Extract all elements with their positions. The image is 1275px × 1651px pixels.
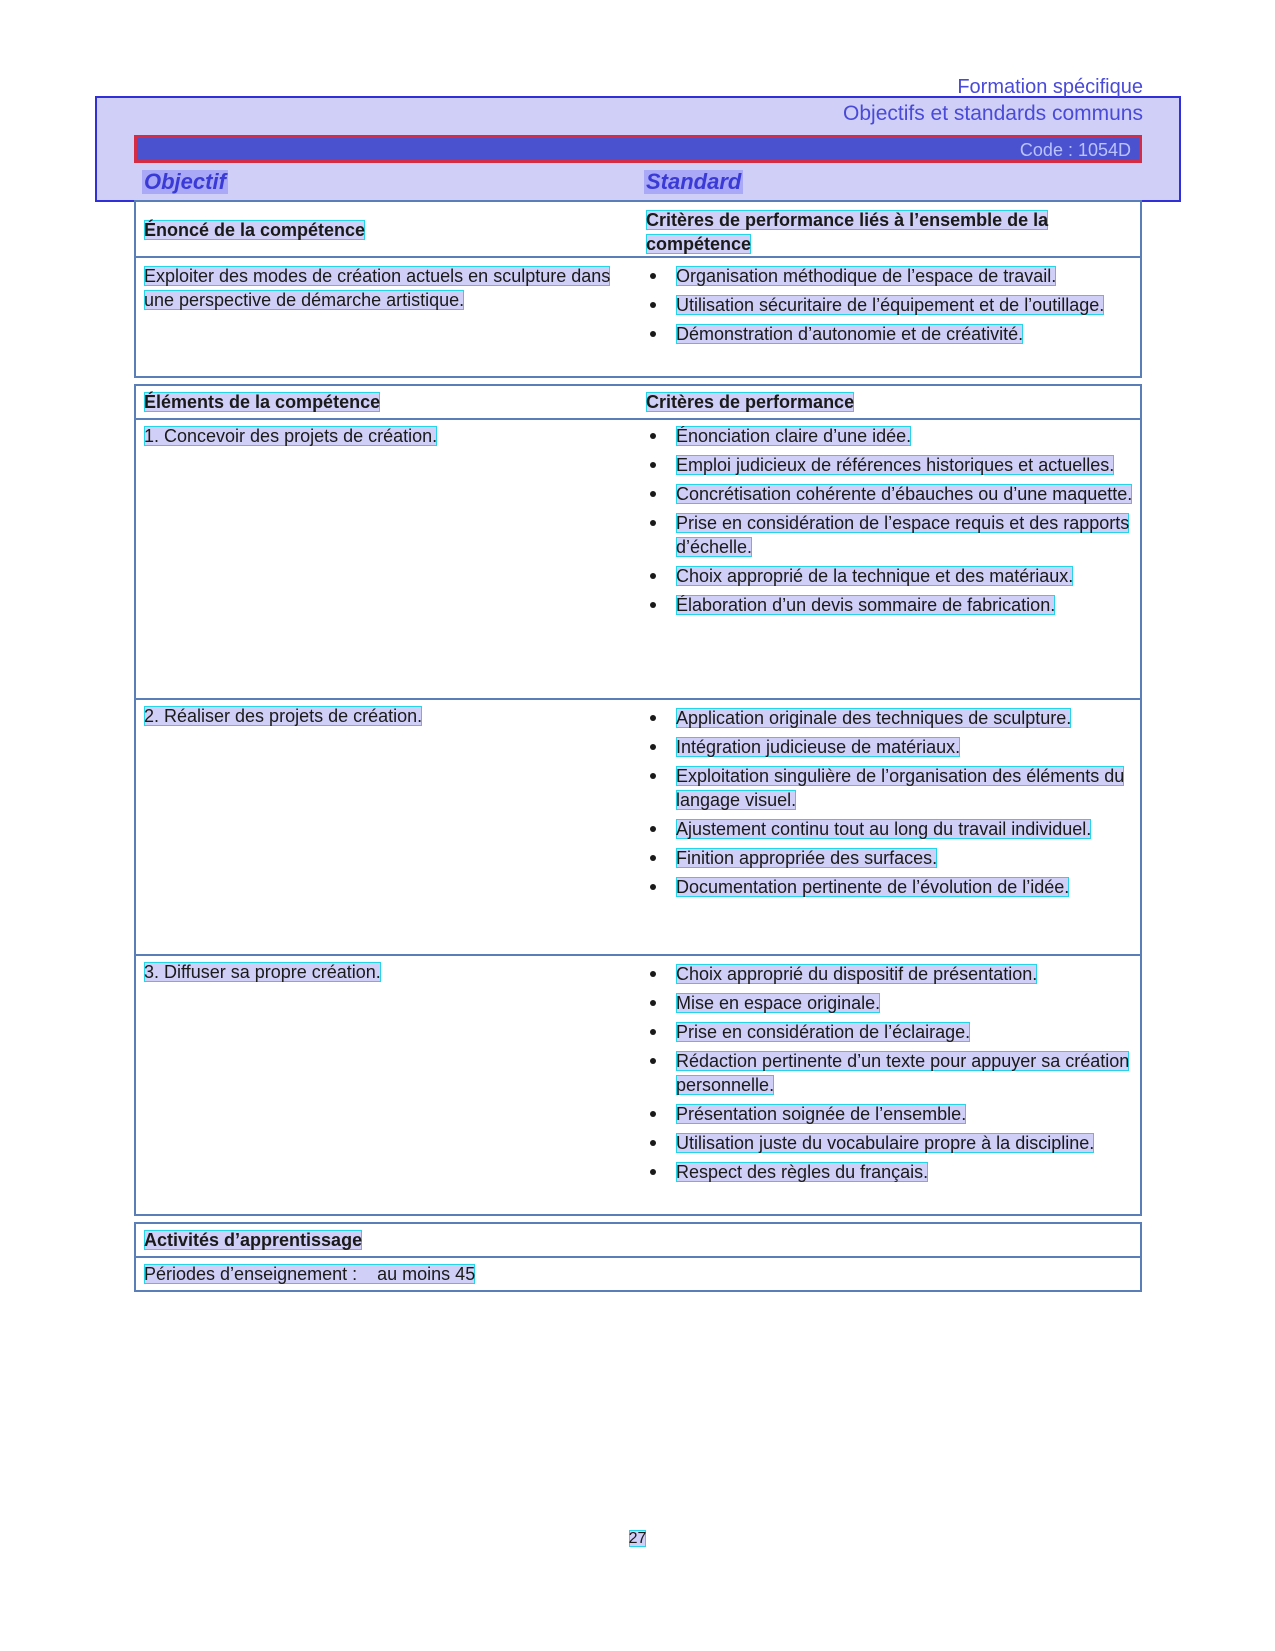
list-item: Choix approprié de la technique et des matériaux. <box>646 564 1134 588</box>
header-program: Formation spécifique <box>957 76 1143 98</box>
list-item: Utilisation juste du vocabulaire propre à la discipline. <box>646 1131 1134 1155</box>
list-item: Respect des règles du français. <box>646 1160 1134 1184</box>
objectif-heading: Objectif <box>144 169 226 194</box>
competence-table <box>134 200 1142 378</box>
list-item: Emploi judicieux de références historiques et actuelles. <box>646 453 1134 477</box>
list-item: Exploitation singulière de l’organisation des éléments du langage visuel. <box>646 764 1134 812</box>
element-row-3 <box>136 954 1140 1214</box>
list-item: Mise en espace originale. <box>646 991 1134 1015</box>
activities-table <box>134 1222 1142 1292</box>
list-item: Organisation méthodique de l’espace de travail. <box>646 264 1134 288</box>
list-item: Intégration judicieuse de matériaux. <box>646 735 1134 759</box>
list-item: Présentation soignée de l’ensemble. <box>646 1102 1134 1126</box>
list-item: Documentation pertinente de l’évolution de l’idée. <box>646 875 1134 899</box>
code-bar <box>134 135 1142 163</box>
elements-table <box>134 384 1142 1216</box>
elements-header-row <box>136 386 1140 418</box>
competence-criteria-list <box>646 264 1134 346</box>
activities-heading: Activités d’apprentissage <box>144 1230 363 1250</box>
list-item: Énonciation claire d’une idée. <box>646 424 1134 448</box>
elements-left-heading: Éléments de la compétence <box>144 392 381 412</box>
element-label: 1. Concevoir des projets de création. <box>144 426 438 446</box>
element-criteria-list <box>646 962 1134 1184</box>
list-item: Démonstration d’autonomie et de créativité. <box>646 322 1134 346</box>
element-criteria-list <box>646 424 1134 617</box>
element-row-1 <box>136 418 1140 698</box>
list-item: Finition appropriée des surfaces. <box>646 846 1134 870</box>
activities-header-row <box>136 1224 1140 1256</box>
list-item: Prise en considération de l’éclairage. <box>646 1020 1134 1044</box>
list-item: Choix approprié du dispositif de présentation. <box>646 962 1134 986</box>
competence-right-heading: Critères de performance liés à l’ensemble de la compétence <box>646 210 1049 254</box>
teaching-periods: Périodes d’enseignement : au moins 45 <box>144 1264 476 1284</box>
competence-header-row <box>136 202 1140 256</box>
activities-body-row <box>136 1256 1140 1290</box>
element-criteria-list <box>646 706 1134 899</box>
list-item: Ajustement continu tout au long du travail individuel. <box>646 817 1134 841</box>
page-number: 27 <box>628 1530 647 1547</box>
list-item: Application originale des techniques de sculpture. <box>646 706 1134 730</box>
competence-body-row <box>136 256 1140 376</box>
competence-statement: Exploiter des modes de création actuels en sculpture dans une perspective de démarche artistique. <box>144 266 611 310</box>
standard-heading: Standard <box>646 169 742 194</box>
list-item: Prise en considération de l’espace requis et des rapports d’échelle. <box>646 511 1134 559</box>
list-item: Rédaction pertinente d’un texte pour appuyer sa création personnelle. <box>646 1049 1134 1097</box>
list-item: Concrétisation cohérente d’ébauches ou d’une maquette. <box>646 482 1134 506</box>
element-row-2 <box>136 698 1140 954</box>
header-subtitle: Objectifs et standards communs <box>843 102 1143 125</box>
elements-right-heading: Critères de performance <box>646 392 855 412</box>
course-code: Code : 1054D <box>1019 140 1131 160</box>
element-label: 2. Réaliser des projets de création. <box>144 706 423 726</box>
list-item: Élaboration d’un devis sommaire de fabrication. <box>646 593 1134 617</box>
list-item: Utilisation sécuritaire de l’équipement et de l’outillage. <box>646 293 1134 317</box>
competence-left-heading: Énoncé de la compétence <box>144 220 366 240</box>
element-label: 3. Diffuser sa propre création. <box>144 962 381 982</box>
